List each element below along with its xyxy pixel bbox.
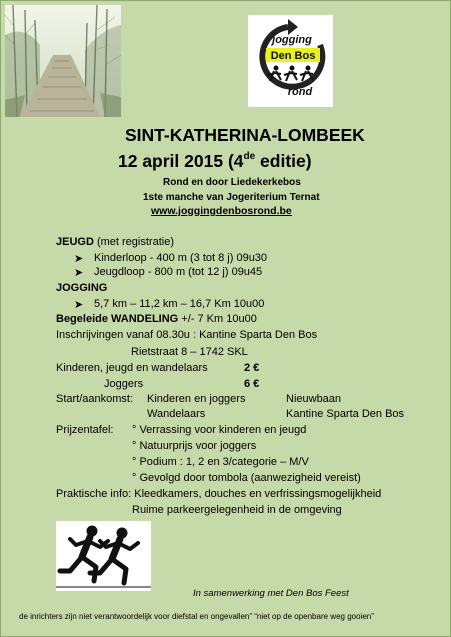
prijzentafel-item: ° Verrassing voor kinderen en jeugd [132, 424, 307, 436]
event-title: SINT-KATHERINA-LOMBEEK [125, 125, 365, 145]
jeugd-item-kinderloop: Kinderloop - 400 m (3 tot 8 j) 09u30 [94, 252, 268, 264]
prijzentafel-item: ° Gevolgd door tombola (aanwezigheid vereist) [132, 472, 361, 484]
footer-disclaimer: de inrichters zijn niet verantwoordelijk voor diefstal en ongevallen” “niet op de openbare weg gooien” [19, 612, 374, 621]
jogging-item-distances: 5,7 km – 11,2 km – 16,7 Km 10u00 [94, 298, 265, 310]
wandeling-label: Begeleide WANDELING [56, 313, 179, 325]
event-date-sup: de [243, 151, 256, 162]
jogging-den-bos-logo [248, 15, 333, 107]
jogging-heading: JOGGING [56, 282, 108, 294]
price-label-kinderen: Kinderen, jeugd en wandelaars [56, 362, 208, 374]
forest-path-photo [5, 5, 121, 117]
cooperation-note: In samenwerking met Den Bos Feest [193, 588, 349, 599]
prijzentafel-label: Prijzentafel: [56, 424, 114, 436]
price-value-kinderen: 2 € [244, 362, 260, 374]
event-date-text: 12 april 2015 (4 [118, 151, 244, 171]
price-value-joggers: 6 € [244, 378, 260, 390]
arrow-bullet-icon: ➤ [74, 267, 84, 279]
jeugd-heading [56, 236, 174, 248]
arrow-bullet-icon: ➤ [74, 299, 84, 311]
jeugd-item-jeugdloop: Jeugdloop - 800 m (tot 12 j) 09u45 [94, 266, 263, 278]
price-label-joggers: Joggers [104, 378, 144, 390]
start-row1-left: Kinderen en joggers [147, 393, 246, 405]
praktisch-line2: Ruime parkeergelegenheid in de omgeving [132, 504, 342, 516]
wandeling-line [56, 313, 257, 325]
logo-text-rond: rond [287, 86, 313, 98]
event-date [118, 151, 312, 172]
event-series: 1ste manche van Jogeriterium Ternat [143, 192, 320, 203]
runners-silhouette-icon [56, 521, 151, 591]
prijzentafel-item: ° Natuurprijs voor joggers [132, 440, 257, 452]
event-date-end: editie) [255, 151, 312, 171]
inschrijving-address: Rietstraat 8 – 1742 SKL [131, 346, 248, 358]
event-website-link[interactable]: www.joggingdenbosrond.be [151, 205, 292, 217]
start-row2-left: Wandelaars [147, 408, 206, 420]
arrow-bullet-icon: ➤ [74, 253, 84, 265]
prijzentafel-item: ° Podium : 1, 2 en 3/categorie – M/V [132, 456, 309, 468]
start-row1-right: Nieuwbaan [286, 393, 342, 405]
praktisch-line: Praktische info: Kleedkamers, douches en verfrissingsmogelijkheid [56, 488, 382, 500]
logo-text-jogging: jogging [272, 34, 312, 46]
jeugd-heading-label: JEUGD [56, 236, 94, 248]
event-subtitle: Rond en door Liedekerkebos [163, 177, 301, 188]
inschrijving-line: Inschrijvingen vanaf 08.30u : Kantine Sparta Den Bos [56, 329, 318, 341]
wandeling-detail: +/- 7 Km 10u00 [178, 313, 257, 325]
jeugd-heading-note: (met registratie) [93, 236, 174, 248]
logo-text-den-bos: Den Bos [270, 50, 316, 62]
start-row2-right: Kantine Sparta Den Bos [286, 408, 405, 420]
start-label: Start/aankomst: [56, 393, 134, 405]
